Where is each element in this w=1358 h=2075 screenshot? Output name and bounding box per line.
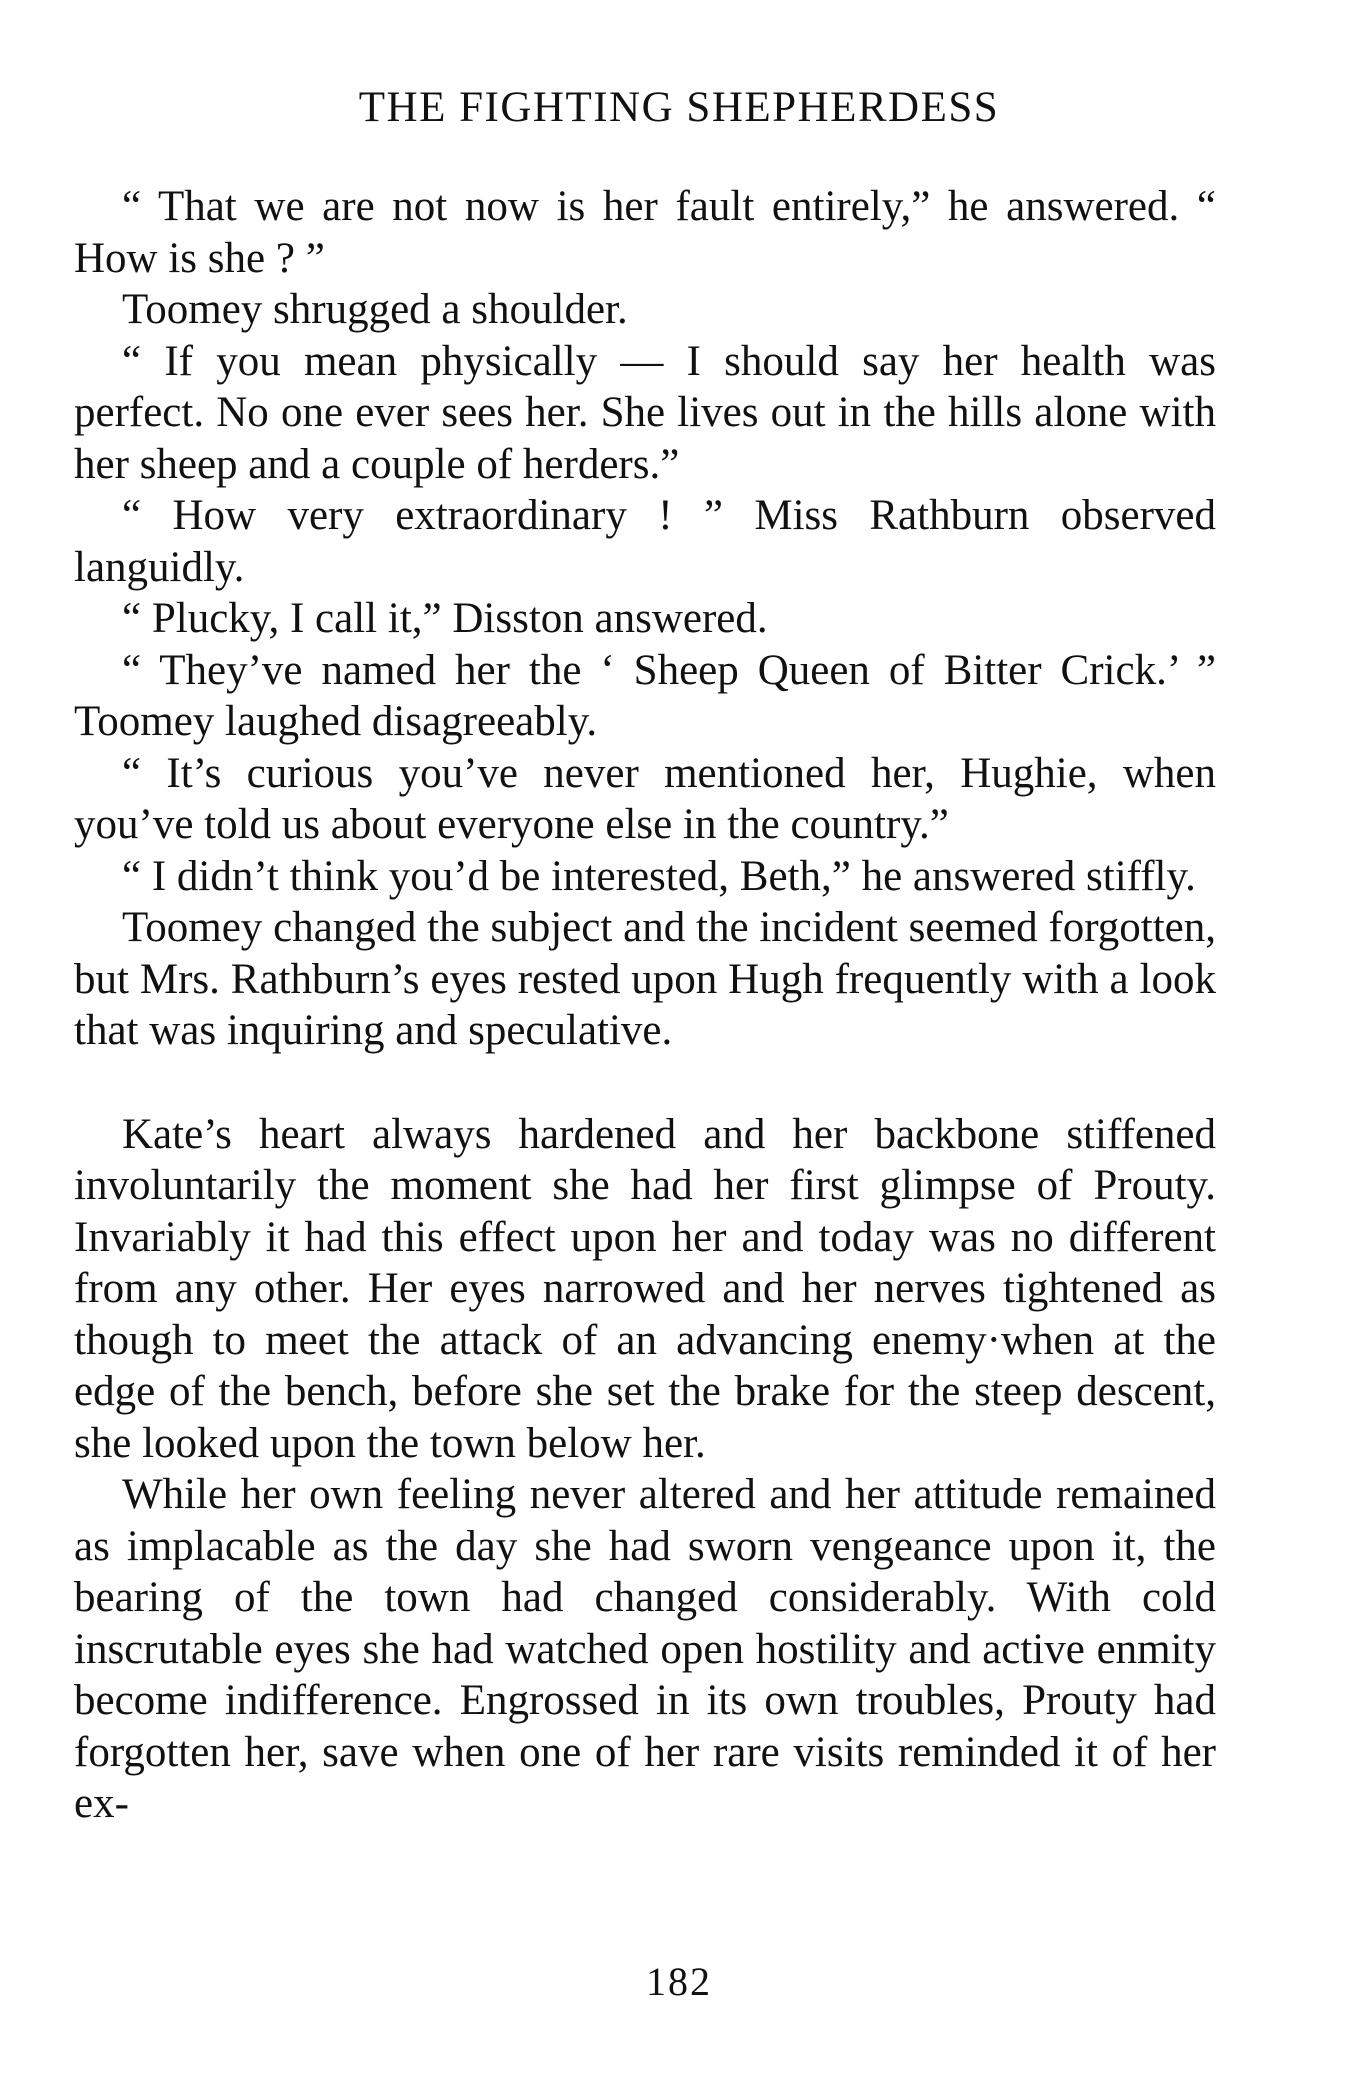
paragraph: “ How very extraordinary ! ” Miss Rathburn observed languidly. — [74, 492, 1216, 591]
paragraph: Toomey shrugged a shoulder. — [122, 286, 628, 333]
running-head: THE FIGHTING SHEPHERDESS — [358, 84, 1000, 131]
page-number: 182 — [646, 1959, 712, 2004]
paragraph-section-start: Kate’s heart always hardened and her backbone stiffened involuntarily the moment she had her first glimpse of Prouty. Invariably it had this effect upon her and today was no different from any other. Her eyes narrowed and her nerves tightened as though to meet the attack of an advancing enemy·when at the edge of the bench, before she set the brake for the steep descent, she looked upon the town below her. — [74, 1110, 1216, 1467]
paragraph: “ Plucky, I call it,” Disston answered. — [122, 595, 768, 642]
paragraph: “ That we are not now is her fault entirely,” he answered. “ How is she ? ” — [74, 183, 1216, 282]
paragraph: “ It’s curious you’ve never mentioned her, Hughie, when you’ve told us about everyone else in the country.” — [74, 749, 1216, 848]
paragraph: “ If you mean physically — I should say her health was perfect. No one ever sees her. She lives out in the hills alone with her sheep and a couple of herders.” — [74, 337, 1216, 488]
body-text — [74, 181, 1216, 1830]
paragraph: While her own feeling never altered and her attitude remained as implacable as the day she had sworn vengeance upon it, the bearing of the town had changed considerably. With cold inscrutable eyes she had watched open hostility and active enmity become indifference. Engrossed in its own troubles, Prouty had forgotten her, save when one of her rare visits reminded it of her ex- — [74, 1471, 1216, 1827]
paragraph: “ I didn’t think you’d be interested, Beth,” he answered stiffly. — [122, 852, 1196, 900]
paragraph: “ They’ve named her the ‘ Sheep Queen of Bitter Crick.’ ” Toomey laughed disagreeably. — [74, 646, 1216, 745]
paragraph: Toomey changed the subject and the incident seemed forgotten, but Mrs. Rathburn’s eyes rested upon Hugh frequently with a look that was inquiring and speculative. — [74, 904, 1216, 1054]
